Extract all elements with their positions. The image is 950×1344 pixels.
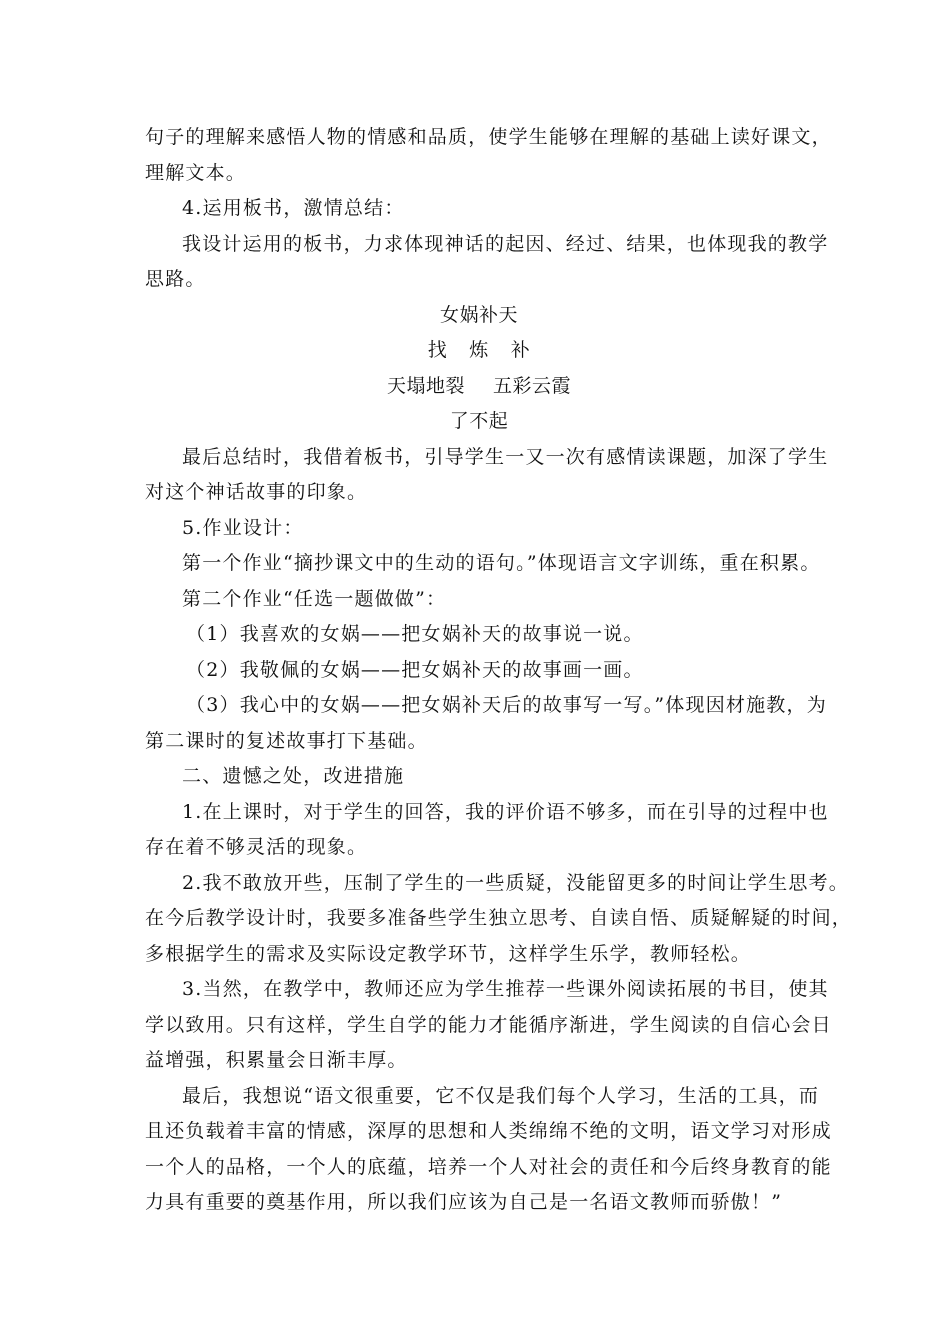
board-phrases — [145, 369, 813, 405]
paragraph-line: 我设计运用的板书，力求体现神话的起因、经过、结果，也体现我的教学 — [182, 232, 829, 255]
board-title: 女娲补天 — [439, 303, 518, 326]
paragraph-line: 学以致用。只有这样，学生自学的能力才能循序渐进，学生阅读的自信心会日 — [145, 1013, 832, 1036]
paragraph-line: 一个人的品格，一个人的底蕴，培养一个人对社会的责任和今后终身教育的能 — [145, 1155, 832, 1178]
board-verbs — [145, 333, 813, 369]
paragraph-line: 对这个神话故事的印象。 — [145, 481, 368, 503]
paragraph-line: 多根据学生的需求及实际设定教学环节，这样学生乐学，教师轻松。 — [145, 942, 752, 965]
homework-option: （1）我喜欢的女娲——把女娲补天的故事说一说。 — [186, 623, 644, 645]
paragraph-line: 2.我不敢放开些，压制了学生的一些质疑，没能留更多的时间让学生思考。 — [182, 871, 849, 894]
paragraph-line: 在今后教学设计时，我要多准备些学生独立思考、自读自悟、质疑解疑的时间， — [145, 907, 853, 929]
section-heading-5: 5.作业设计： — [182, 516, 304, 539]
board-verb: 补 — [510, 339, 531, 361]
paragraph-line: 益增强，积累量会日渐丰厚。 — [145, 1049, 408, 1071]
section-heading-2: 二、遗憾之处，改进措施 — [182, 765, 405, 787]
document-page — [145, 120, 853, 1221]
paragraph-line: 思路。 — [145, 268, 206, 290]
paragraph-line: 力具有重要的奠基作用，所以我们应该为自己是一名语文教师而骄傲！” — [145, 1191, 783, 1213]
paragraph-line: 最后，我想说“语文很重要，它不仅是我们每个人学习，生活的工具，而 — [182, 1084, 820, 1107]
homework-item: 第一个作业“摘抄课文中的生动的语句。”体现语言文字训练，重在积累。 — [182, 552, 821, 574]
homework-option: （3）我心中的女娲——把女娲补天后的故事写一写。”体现因材施教，为 — [186, 694, 827, 716]
board-verb: 找 — [427, 339, 448, 361]
board-verb: 炼 — [469, 339, 489, 361]
paragraph-line: 3.当然，在教学中，教师还应为学生推荐一些课外阅读拓展的书目，使其 — [182, 978, 829, 1000]
section-heading-4: 4.运用板书，激情总结： — [182, 197, 405, 219]
board-phrase: 五彩云霞 — [493, 374, 572, 397]
board-conclusion: 了不起 — [449, 410, 509, 432]
paragraph-line: 理解文本。 — [145, 161, 247, 184]
paragraph-line: 且还负载着丰富的情感，深厚的思想和人类绵绵不绝的文明，语文学习对形成 — [145, 1120, 832, 1142]
homework-item: 第二个作业“任选一题做做”： — [182, 587, 447, 610]
paragraph-line: 存在着不够灵活的现象。 — [145, 836, 368, 858]
paragraph-line: 第二课时的复述故事打下基础。 — [145, 729, 428, 752]
paragraph-line: 1.在上课时，对于学生的回答，我的评价语不够多，而在引导的过程中也 — [182, 800, 829, 823]
paragraph-line: 最后总结时，我借着板书，引导学生一又一次有感情读课题，加深了学生 — [182, 445, 829, 468]
paragraph-line: 句子的理解来感悟人物的情感和品质，使学生能够在理解的基础上读好课文， — [145, 126, 832, 148]
homework-option: （2）我敬佩的女娲——把女娲补天的故事画一画。 — [186, 658, 644, 681]
board-phrase: 天塌地裂 — [386, 374, 465, 397]
